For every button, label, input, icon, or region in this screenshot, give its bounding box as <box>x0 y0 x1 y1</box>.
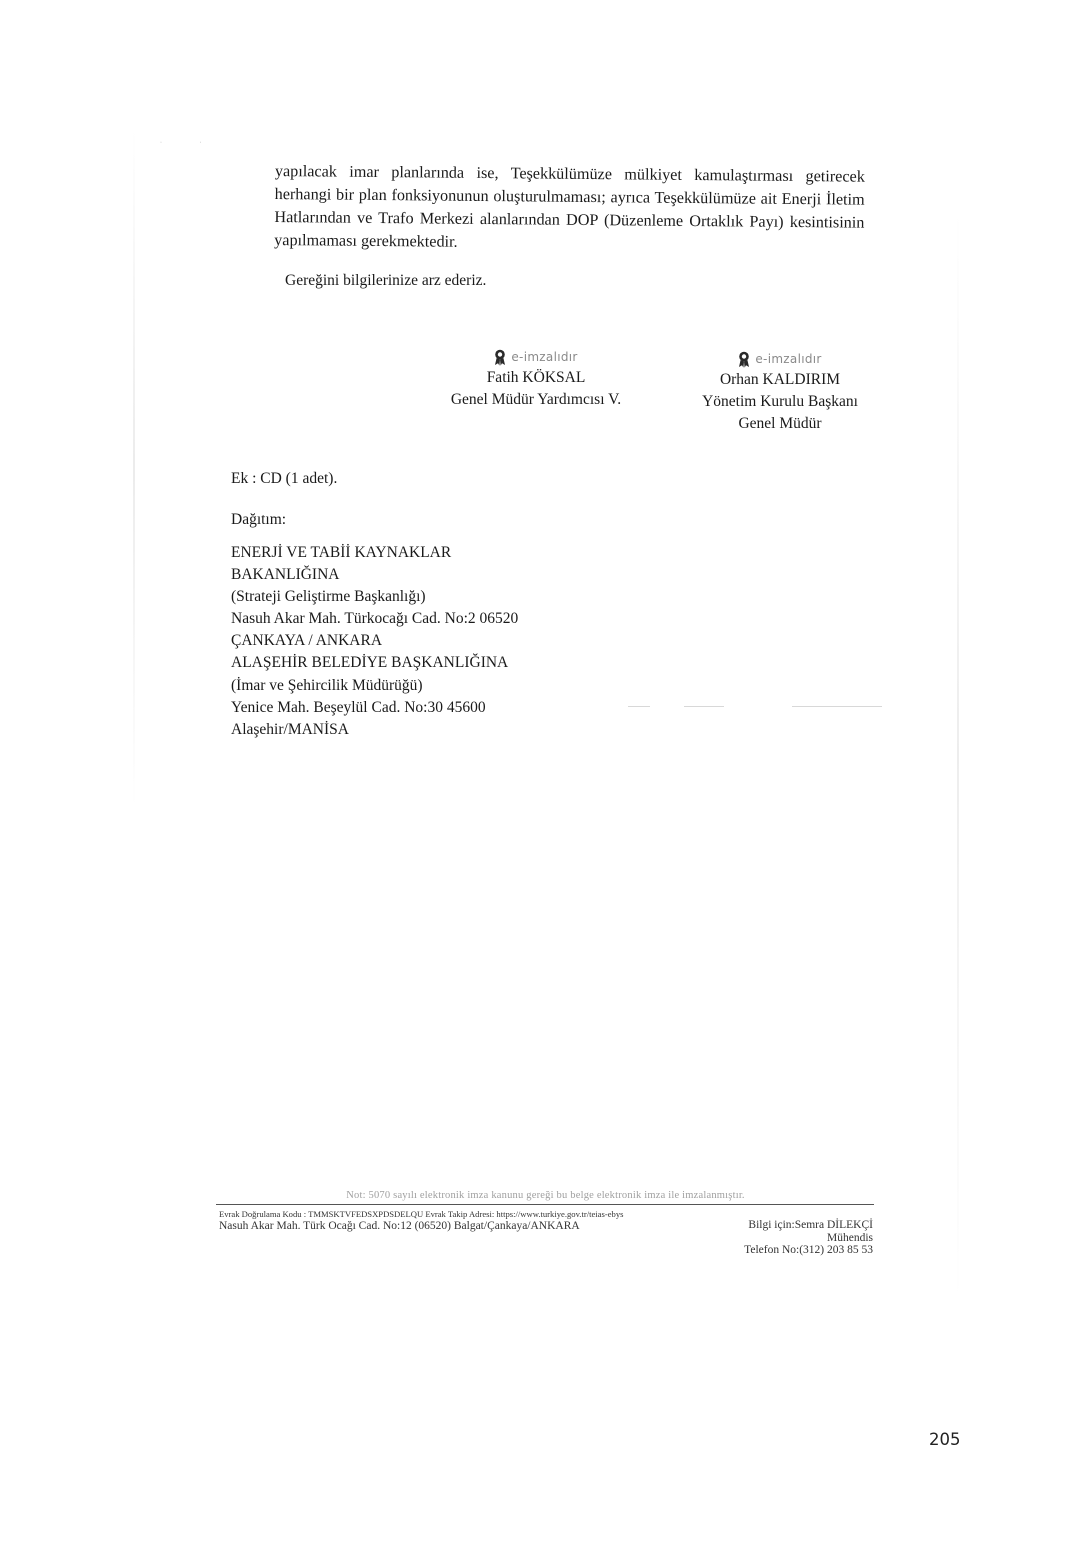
signature-block-right <box>680 349 880 435</box>
footer-contact <box>744 1219 873 1257</box>
footer-address: Nasuh Akar Mah. Türk Ocağı Cad. No:12 (06520) Balgat/Çankaya/ANKARA <box>219 1220 580 1232</box>
distribution-line: ÇANKAYA / ANKARA <box>231 632 383 650</box>
footer-verification-code: Evrak Doğrulama Kodu : TMMSKTVFEDSXPDSDELQU Evrak Takip Adresi: https://www.turkiye.gov.tr/teias-ebys <box>219 1209 624 1219</box>
body-paragraph: yapılacak imar planlarında ise, Teşekkülümüze mülkiyet kamulaştırması getirecek herhangi bir plan fonksiyonunun oluşturulmaması; ayrıca Teşekkülümüze ait Enerji İletim Hatlarından ve Trafo Merkezi alanlarından DOP (Düzenleme Ortaklık Payı) kesintisinin yapılmaması gerekmektedir. <box>274 161 865 251</box>
rosette-ribbon-icon <box>738 351 750 368</box>
scan-edge-shadow-right <box>957 210 959 1300</box>
esign-badge <box>680 349 880 369</box>
distribution-line: BAKANLIĞINA <box>231 566 340 584</box>
scan-edge-shadow-left <box>133 128 135 808</box>
rosette-ribbon-icon <box>494 349 506 366</box>
esign-badge <box>430 347 642 367</box>
scan-artifact-dash <box>628 706 650 707</box>
footer-divider <box>216 1204 874 1205</box>
distribution-line: ALAŞEHİR BELEDİYE BAŞKANLIĞINA <box>231 654 509 672</box>
contact-role: Mühendis <box>827 1231 873 1244</box>
distribution-line: Nasuh Akar Mah. Türkocağı Cad. No:2 06520 <box>231 610 519 628</box>
contact-info: Bilgi için:Semra DİLEKÇİ <box>748 1219 873 1231</box>
esign-label: e-imzalıdır <box>755 352 822 366</box>
distribution-line: ENERJİ VE TABİİ KAYNAKLAR <box>231 544 452 561</box>
distribution-line: (İmar ve Şehircilik Müdürüğü) <box>231 676 423 694</box>
distribution-line: (Strateji Geliştirme Başkanlığı) <box>231 588 426 606</box>
distribution-label: Dağıtım: <box>231 511 287 528</box>
closing-sentence: Gereğini bilgilerinize arz ederiz. <box>285 272 487 289</box>
distribution-list <box>231 542 518 741</box>
scan-artifact-dash <box>792 706 882 707</box>
signer-name: Orhan KALDIRIM <box>719 371 841 388</box>
signer-title: Genel Müdür Yardımcısı V. <box>450 391 622 408</box>
signer-title-secondary: Genel Müdür <box>738 415 822 432</box>
esign-label: e-imzalıdır <box>511 350 578 364</box>
distribution-line: Yenice Mah. Beşeylül Cad. No:30 45600 <box>231 698 486 716</box>
signer-title: Yönetim Kurulu Başkanı <box>702 393 858 410</box>
distribution-line: Alaşehir/MANİSA <box>231 720 349 738</box>
attachment-line: Ek : CD (1 adet). <box>231 470 338 487</box>
page-number: 205 <box>929 1430 961 1449</box>
signer-name: Fatih KÖKSAL <box>486 369 586 386</box>
signature-block-left <box>430 347 642 411</box>
contact-phone: Telefon No:(312) 203 85 53 <box>744 1244 873 1256</box>
scan-specks: · · <box>160 140 220 146</box>
scan-artifact-dash <box>684 706 724 707</box>
footer-esign-note: Not: 5070 sayılı elektronik imza kanunu gereği bu belge elektronik imza ile imzalanmıştır. <box>346 1190 745 1201</box>
